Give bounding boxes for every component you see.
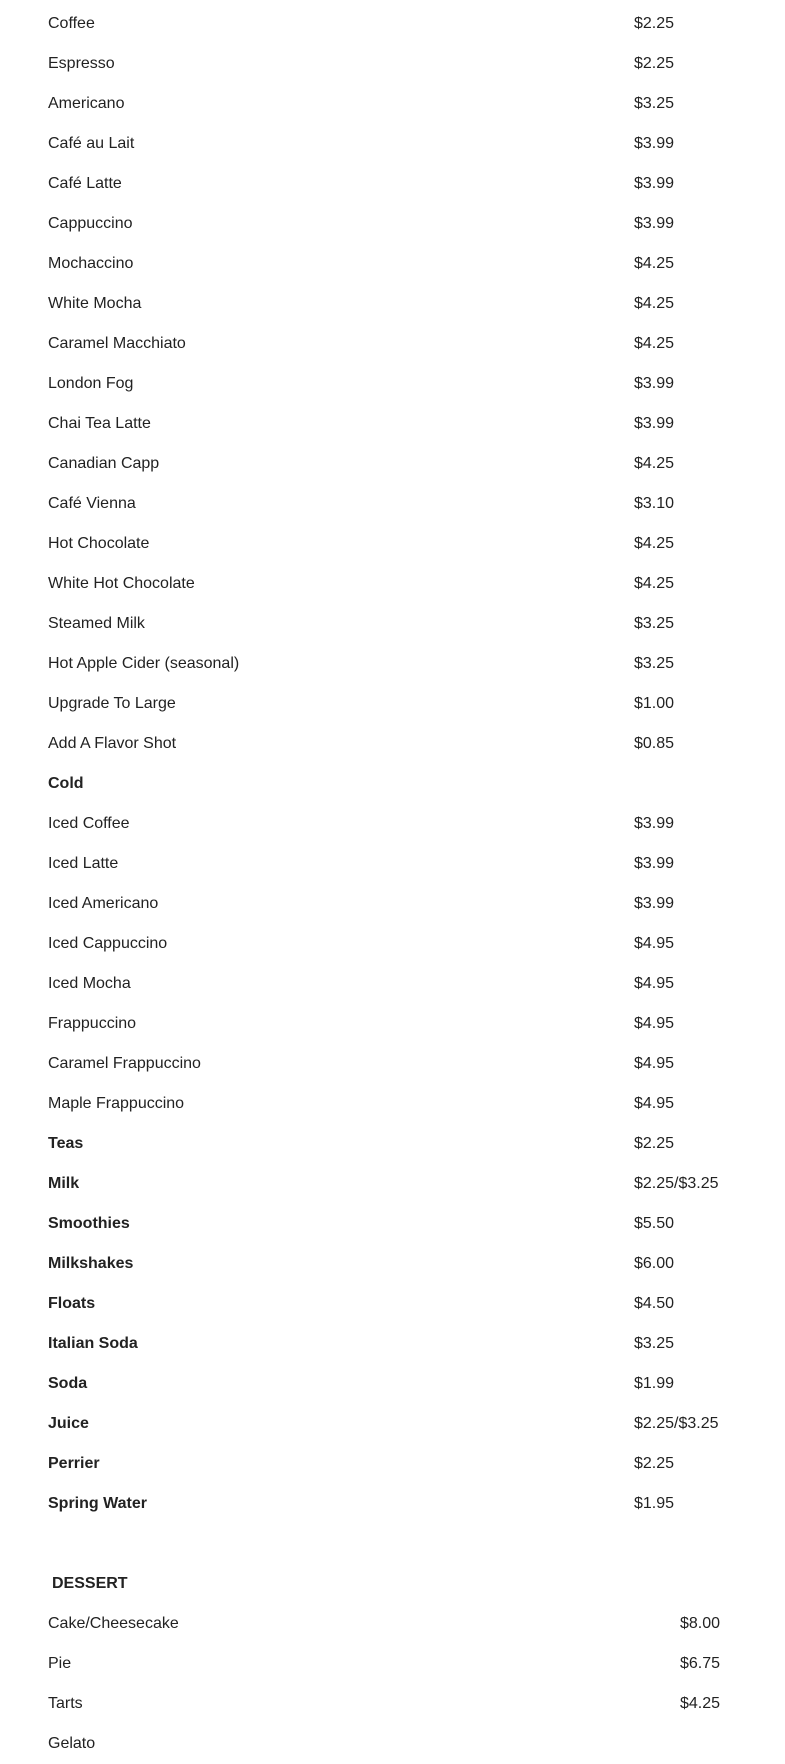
menu-item-caramel-macchiato — [48, 324, 785, 364]
item-name: Iced Americano — [48, 895, 159, 912]
menu-list — [48, 4, 785, 1764]
item-price: $4.95 — [634, 1095, 675, 1112]
menu-item-mochaccino — [48, 244, 785, 284]
item-name: Caramel Macchiato — [48, 335, 186, 352]
item-price: $2.25 — [634, 1455, 675, 1472]
item-name: Caramel Frappuccino — [48, 1055, 201, 1072]
menu-item-iced-americano — [48, 884, 785, 924]
item-price: $4.25 — [634, 455, 675, 472]
menu-item-iced-mocha — [48, 964, 785, 1004]
item-name: Maple Frappuccino — [48, 1095, 185, 1112]
item-name: Hot Chocolate — [48, 535, 150, 552]
item-price: $3.99 — [634, 175, 675, 192]
item-name: Iced Cappuccino — [48, 935, 168, 952]
item-name: Coffee — [48, 15, 95, 32]
menu-item-chai-tea-latte — [48, 404, 785, 444]
item-price: $6.75 — [680, 1655, 721, 1672]
item-price: $3.99 — [634, 415, 675, 432]
item-price: $3.99 — [634, 215, 675, 232]
menu-item-maple-frappuccino — [48, 1084, 785, 1124]
item-name: Iced Mocha — [48, 975, 131, 992]
menu-item-hot-apple-cider-seasonal — [48, 644, 785, 684]
menu-item-iced-cappuccino — [48, 924, 785, 964]
menu-item-hot-chocolate — [48, 524, 785, 564]
item-name: London Fog — [48, 375, 134, 392]
item-price: $6.00 — [634, 1255, 675, 1272]
item-name: Cappuccino — [48, 215, 133, 232]
menu-item-canadian-capp — [48, 444, 785, 484]
menu-item-caf-au-lait — [48, 124, 785, 164]
category-label: Spring Water — [48, 1495, 147, 1512]
item-price: $4.25 — [680, 1695, 721, 1712]
item-price: $4.25 — [634, 255, 675, 272]
menu-item-coffee — [48, 4, 785, 44]
menu-item-white-mocha — [48, 284, 785, 324]
item-name: Frappuccino — [48, 1015, 137, 1032]
category-label: Italian Soda — [48, 1335, 138, 1352]
item-name: Hot Apple Cider (seasonal) — [48, 655, 240, 672]
menu-item-cold — [48, 764, 785, 804]
category-label: Juice — [48, 1415, 89, 1432]
menu-item-smoothies — [48, 1204, 785, 1244]
item-price: $1.95 — [634, 1495, 675, 1512]
menu-item-steamed-milk — [48, 604, 785, 644]
item-price: $0.85 — [634, 735, 675, 752]
item-price: $4.95 — [634, 1055, 675, 1072]
item-price: $3.99 — [634, 855, 675, 872]
menu-item-milk — [48, 1164, 785, 1204]
menu-item-spring-water — [48, 1484, 785, 1524]
menu-item-juice — [48, 1404, 785, 1444]
dessert-item-gelato — [48, 1724, 785, 1764]
item-price: $4.25 — [634, 575, 675, 592]
item-name: Tarts — [48, 1695, 83, 1712]
menu-item-frappuccino — [48, 1004, 785, 1044]
item-price: $2.25 — [634, 15, 675, 32]
menu-item-perrier — [48, 1444, 785, 1484]
category-label: Milk — [48, 1175, 80, 1192]
section-spacer — [48, 1524, 785, 1564]
item-price: $1.00 — [634, 695, 675, 712]
menu-item-upgrade-to-large — [48, 684, 785, 724]
menu-item-italian-soda — [48, 1324, 785, 1364]
item-name: Pie — [48, 1655, 72, 1672]
drinks-section — [48, 4, 785, 1524]
item-price: $3.25 — [634, 655, 675, 672]
item-name: Café au Lait — [48, 135, 135, 152]
item-name: Iced Coffee — [48, 815, 130, 832]
item-name: Café Vienna — [48, 495, 136, 512]
dessert-section — [48, 1604, 785, 1764]
category-label: Teas — [48, 1135, 84, 1152]
menu-item-floats — [48, 1284, 785, 1324]
menu-item-americano — [48, 84, 785, 124]
item-name: Café Latte — [48, 175, 122, 192]
menu-item-cappuccino — [48, 204, 785, 244]
item-name: Steamed Milk — [48, 615, 145, 632]
category-label: Cold — [48, 775, 84, 792]
item-price: $4.95 — [634, 935, 675, 952]
item-price: $2.25/$3.25 — [634, 1175, 719, 1192]
item-name: Gelato — [48, 1735, 96, 1752]
category-label: Perrier — [48, 1455, 100, 1472]
menu-item-london-fog — [48, 364, 785, 404]
item-name: Canadian Capp — [48, 455, 160, 472]
category-label: Soda — [48, 1375, 88, 1392]
item-name: Iced Latte — [48, 855, 119, 872]
item-price: $3.25 — [634, 1335, 675, 1352]
item-name: White Hot Chocolate — [48, 575, 195, 592]
item-name: White Mocha — [48, 295, 142, 312]
item-name: Add A Flavor Shot — [48, 735, 177, 752]
item-name: Espresso — [48, 55, 115, 72]
category-label: Floats — [48, 1295, 96, 1312]
item-price: $2.25/$3.25 — [634, 1415, 719, 1432]
item-name: Chai Tea Latte — [48, 415, 151, 432]
item-price: $3.99 — [634, 375, 675, 392]
item-price: $5.50 — [634, 1215, 675, 1232]
item-price: $8.00 — [680, 1615, 721, 1632]
item-price: $3.99 — [634, 815, 675, 832]
item-price: $4.25 — [634, 535, 675, 552]
menu-item-milkshakes — [48, 1244, 785, 1284]
item-price: $4.50 — [634, 1295, 675, 1312]
menu-item-add-a-flavor-shot — [48, 724, 785, 764]
dessert-item-cake-cheesecake — [48, 1604, 785, 1644]
item-price: $3.25 — [634, 95, 675, 112]
menu-item-iced-coffee — [48, 804, 785, 844]
item-name: Americano — [48, 95, 125, 112]
dessert-item-pie — [48, 1644, 785, 1684]
item-price: $2.25 — [634, 1135, 675, 1152]
item-price: $4.25 — [634, 295, 675, 312]
item-price: $3.99 — [634, 135, 675, 152]
item-price: $3.25 — [634, 615, 675, 632]
item-price: $3.10 — [634, 495, 675, 512]
item-price: $4.95 — [634, 1015, 675, 1032]
menu-item-espresso — [48, 44, 785, 84]
item-price: $4.25 — [634, 335, 675, 352]
item-name: Mochaccino — [48, 255, 134, 272]
menu-item-white-hot-chocolate — [48, 564, 785, 604]
dessert-item-tarts — [48, 1684, 785, 1724]
menu-item-caf-latte — [48, 164, 785, 204]
menu-item-caf-vienna — [48, 484, 785, 524]
item-price: $3.99 — [634, 895, 675, 912]
item-price: $1.99 — [634, 1375, 675, 1392]
menu-item-caramel-frappuccino — [48, 1044, 785, 1084]
item-price: $4.95 — [634, 975, 675, 992]
item-name: Upgrade To Large — [48, 695, 176, 712]
category-label: Smoothies — [48, 1215, 130, 1232]
item-price: $2.25 — [634, 55, 675, 72]
dessert-heading: DESSERT — [52, 1575, 128, 1592]
menu-item-soda — [48, 1364, 785, 1404]
item-name: Cake/Cheesecake — [48, 1615, 179, 1632]
category-label: Milkshakes — [48, 1255, 134, 1272]
menu-item-iced-latte — [48, 844, 785, 884]
menu-item-teas — [48, 1124, 785, 1164]
